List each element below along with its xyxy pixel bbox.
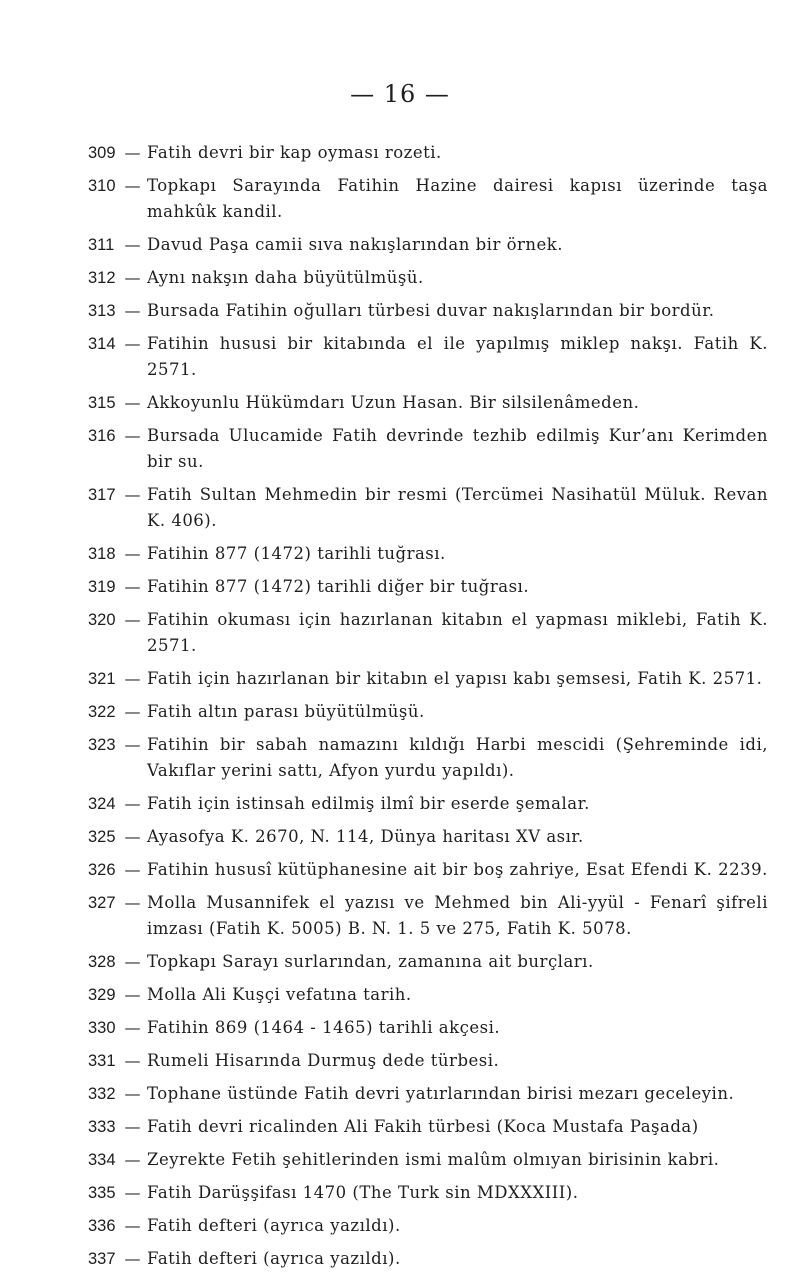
entry-number: 320 [88,611,116,629]
page-number: — 16 — [350,80,450,108]
entry-text: Topkapı Sarayı surlarından, zamanına ait burçları. [147,952,594,971]
list-item [88,791,768,817]
list-item [88,1081,768,1107]
entry-dash: — [124,1018,141,1037]
list-item [88,732,768,784]
entry-text: Fatih Darüşşifası 1470 (The Turk sin MDXXXIII). [147,1183,579,1202]
entry-text: Fatihin hususî kütüphanesine ait bir boş zahriye, Esat Efendi K. 2239. [147,860,768,879]
entry-text: Fatih Sultan Mehmedin bir resmi (Tercümei Nasihatül Müluk. Revan K. 406). [147,485,768,530]
list-item [88,982,768,1008]
entry-text: Fatih defteri (ayrıca yazıldı). [147,1249,401,1268]
list-item [88,331,768,383]
entry-dash: — [124,610,141,629]
entry-text: Zeyrekte Fetih şehitlerinden ismi malûm olmıyan birisinin kabri. [147,1150,720,1169]
entry-number: 310 [88,177,116,195]
entry-dash: — [124,393,141,412]
entry-dash: — [124,702,141,721]
list-item [88,1015,768,1041]
entry-number: 319 [88,578,116,596]
list-item [88,140,768,166]
entry-dash: — [124,334,141,353]
entry-text: Akkoyunlu Hükümdarı Uzun Hasan. Bir silsilenâmeden. [147,393,640,412]
entry-text: Topkapı Sarayında Fatihin Hazine dairesi kapısı üzerinde taşa mahkûk kandil. [147,176,768,221]
entry-dash: — [124,1150,141,1169]
entry-number: 313 [88,302,116,320]
entry-number: 311 [88,236,115,254]
entry-number: 321 [88,670,116,688]
list-item [88,1180,768,1206]
entry-number: 312 [88,269,116,287]
list-item [88,574,768,600]
list-item [88,1213,768,1239]
list-item [88,265,768,291]
entry-dash: — [124,426,141,445]
entry-number: 331 [88,1052,116,1070]
entry-dash: — [124,544,141,563]
entry-dash: — [124,794,141,813]
entry-number: 327 [88,894,116,912]
entry-dash: — [124,143,141,162]
entry-text: Bursada Ulucamide Fatih devrinde tezhib edilmiş Kur’anı Kerimden bir su. [147,426,768,471]
entry-text: Fatihin bir sabah namazını kıldığı Harbi mescidi (Şehreminde idi, Vakıflar yerini sattı, Afyon yurdu yapıldı). [147,735,768,780]
entry-text: Fatih defteri (ayrıca yazıldı). [147,1216,401,1235]
entry-text: Davud Paşa camii sıva nakışlarından bir örnek. [147,235,564,254]
entry-number: 316 [88,427,116,445]
entry-dash: — [124,952,141,971]
list-item [88,890,768,942]
entry-dash: — [124,985,141,1004]
entry-dash: — [124,235,141,254]
entry-dash: — [124,1117,141,1136]
entry-number: 317 [88,486,116,504]
entry-number: 334 [88,1151,116,1169]
entry-dash: — [124,485,141,504]
entry-text: Ayasofya K. 2670, N. 114, Dünya haritası XV asır. [147,827,584,846]
entry-dash: — [124,1249,141,1268]
entry-text: Rumeli Hisarında Durmuş dede türbesi. [147,1051,500,1070]
entry-text: Bursada Fatihin oğulları türbesi duvar nakışlarından bir bordür. [147,301,715,320]
entry-text: Fatih devri ricalinden Ali Fakih türbesi (Koca Mustafa Paşada) [147,1117,699,1136]
entry-dash: — [124,735,141,754]
entry-dash: — [124,669,141,688]
list-item [88,1114,768,1140]
entry-dash: — [124,301,141,320]
list-item [88,423,768,475]
entry-number: 330 [88,1019,116,1037]
entry-number: 328 [88,953,116,971]
entry-number: 329 [88,986,116,1004]
entry-number: 326 [88,861,116,879]
list-item [88,666,768,692]
list-item [88,298,768,324]
list-item [88,857,768,883]
entry-number: 332 [88,1085,116,1103]
entry-number: 325 [88,828,116,846]
entry-dash: — [124,176,141,195]
entry-text: Fatih devri bir kap oyması rozeti. [147,143,442,162]
entry-dash: — [124,1183,141,1202]
list-item [88,699,768,725]
list-item [88,1147,768,1173]
entry-text: Molla Ali Kuşçi vefatına tarih. [147,985,412,1004]
entry-number: 318 [88,545,116,563]
entry-dash: — [124,268,141,287]
list-item [88,949,768,975]
entry-text: Fatihin hususi bir kitabında el ile yapılmış miklep nakşı. Fatih K. 2571. [147,334,768,379]
entry-number: 314 [88,335,116,353]
caption-list [88,140,768,1279]
list-item [88,1048,768,1074]
entry-number: 309 [88,144,116,162]
entry-dash: — [124,577,141,596]
list-item [88,390,768,416]
entry-dash: — [124,860,141,879]
entry-text: Fatih altın parası büyütülmüşü. [147,702,425,721]
entry-text: Aynı nakşın daha büyütülmüşü. [147,268,424,287]
list-item [88,607,768,659]
entry-dash: — [124,1216,141,1235]
entry-text: Fatihin 877 (1472) tarihli tuğrası. [147,544,446,563]
list-item [88,824,768,850]
entry-text: Molla Musannifek el yazısı ve Mehmed bin Ali-yyül - Fenarî şifreli imzası (Fatih K. 5005) B. N. 1. 5 ve 275, Fatih K. 5078. [147,893,768,938]
entry-text: Fatih için istinsah edilmiş ilmî bir eserde şemalar. [147,794,590,813]
list-item [88,173,768,225]
entry-dash: — [124,1084,141,1103]
entry-number: 336 [88,1217,116,1235]
entry-number: 315 [88,394,116,412]
entry-text: Fatihin 877 (1472) tarihli diğer bir tuğrası. [147,577,530,596]
entry-dash: — [124,827,141,846]
entry-number: 322 [88,703,116,721]
list-item [88,232,768,258]
entry-text: Fatihin 869 (1464 - 1465) tarihli akçesi. [147,1018,501,1037]
entry-number: 324 [88,795,116,813]
entry-dash: — [124,893,141,912]
entry-number: 333 [88,1118,116,1136]
list-item [88,482,768,534]
entry-text: Fatihin okuması için hazırlanan kitabın el yapması miklebi, Fatih K. 2571. [147,610,768,655]
entry-number: 323 [88,736,116,754]
entry-text: Tophane üstünde Fatih devri yatırlarından birisi mezarı geceleyin. [147,1084,735,1103]
entry-number: 337 [88,1250,116,1268]
entry-text: Fatih için hazırlanan bir kitabın el yapısı kabı şemsesi, Fatih K. 2571. [147,669,763,688]
entry-number: 335 [88,1184,116,1202]
list-item [88,541,768,567]
entry-dash: — [124,1051,141,1070]
list-item [88,1246,768,1272]
